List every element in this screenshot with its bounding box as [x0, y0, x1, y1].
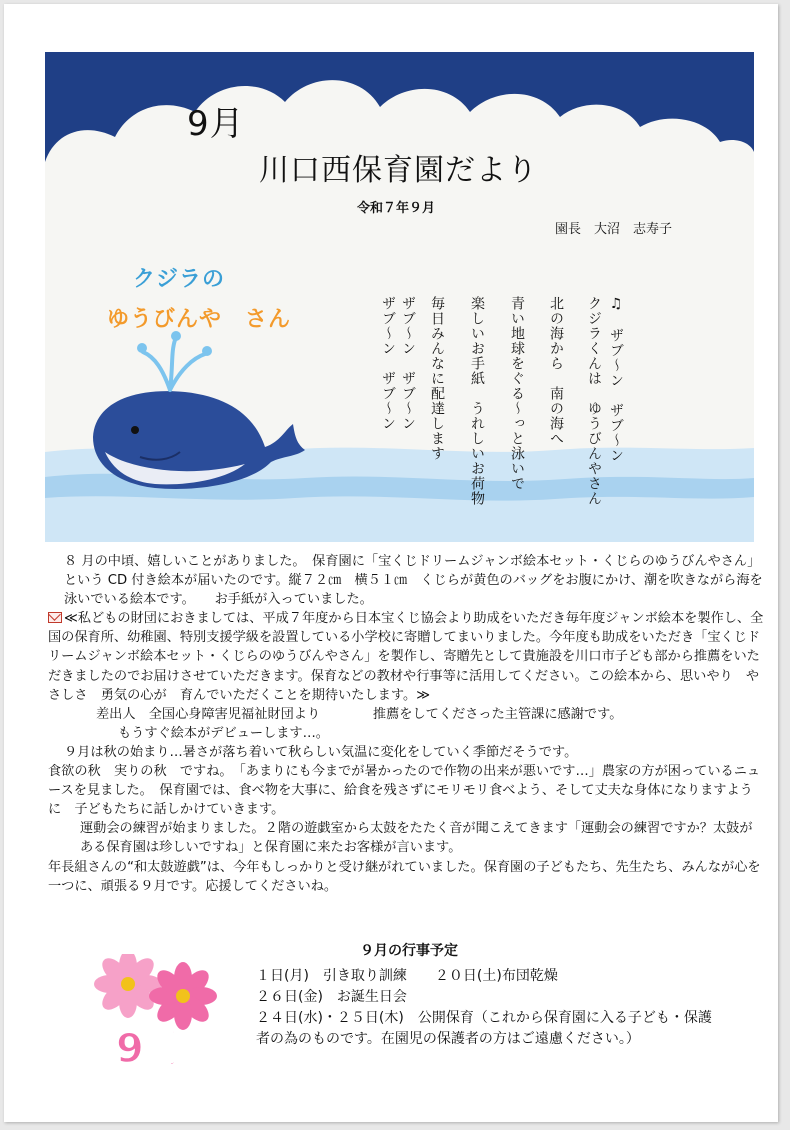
september-badge [88, 954, 238, 1074]
sender-line: 差出人 全国心身障害児福祉財団より 推薦をしてくださった主管課に感謝です。 [96, 706, 623, 722]
badge-label: 9月 [116, 1026, 184, 1072]
poem-line: ♫ ザブ～ン ザブ～ン [608, 296, 624, 463]
issue-month: 9月 [187, 104, 245, 144]
story-title-line1: クジラの [133, 267, 226, 292]
events-list [256, 966, 756, 1050]
body-paragraph: 食欲の秋 実りの秋 ですね。 「あまりにも今までが暑かったので作物の出来が悪いです…」農家の方が困っているニュースを見ました。 保育園では、食べ物を大事に、給食を残さずにモリモリ食べよう、そして丈夫な身体になりますように 子どもたちに話しかけていきます。 [48, 764, 761, 818]
poem-line: クジラくんは ゆうびんやさん [586, 296, 602, 506]
body-paragraph: もうすぐ絵本がデビューします…。 [118, 725, 329, 741]
newsletter-page [4, 4, 778, 1122]
cosmos-flower-icon [88, 954, 238, 1074]
event-line: 者の為のものです。在園児の保護者の方はご遠慮ください。） [256, 1031, 640, 1047]
events-title: ９月の行事予定 [360, 943, 458, 959]
body-paragraph: ８ 月の中頃、嬉しいことがありました。 保育園に「宝くじドリームジャンボ絵本セット・くじらのゆうびんやさん」という CD 付き絵本が届いたのです。縦７２㎝ 横５１㎝ くじらが黄色のバッグをお腹にかけ、潮を吹きながら海を泳いでいる絵本です。 お手紙が入っていました。 [64, 554, 763, 608]
event-line: ２４日(水)・２５日(木) 公開保育（これから保育園に入る子ども・保護 [256, 1010, 712, 1026]
body-paragraph: 年長組さんの“和太鼓遊戯”は、今年もしっかりと受け継がれていました。保育園の子どもたち、先生たち、みんなが心を一つに、頑張る９月です。応援してくださいね。 [48, 859, 761, 894]
event-line: １日(月) 引き取り訓練 ２０日(土)布団乾燥 [256, 968, 558, 984]
poem-line: ザブ～ン ザブ～ン [380, 296, 396, 431]
newsletter-body [48, 552, 764, 896]
poem-line: 毎日みんなに配達します [429, 296, 445, 461]
poem-line: ザブ～ン ザブ～ン [400, 296, 416, 431]
body-paragraph: ９月は秋の始まり…暑さが落ち着いて秋らしい気温に変化をしていく季節だそうです。 [64, 744, 578, 760]
body-paragraph: 運動会の練習が始まりました。２階の遊戯室から太鼓をたたく音が聞こえてきます「運動会の練習ですか？太鼓がある保育園は珍しいですね」と保育園に来たお客様が言います。 [80, 821, 753, 856]
poem-line: 北の海から 南の海へ [548, 296, 564, 446]
issue-date: 令和７年９月 [357, 201, 436, 216]
header-banner [45, 52, 754, 542]
event-line: ２６日(金) お誕生日会 [256, 989, 407, 1005]
letter-text: ≪私どもの財団におきましては、平成７年度から日本宝くじ協会より助成をいただき毎年度ジャンボ絵本を製作し、全国の保育所、幼稚園、特別支援学級を設置している小学校に寄贈してまいりました。今年度も助成をいただき「宝くじドリームジャンボ絵本セット・くじらのゆうびんやさん」を製作し、寄贈先として貴施設を川口市子ども部から推薦をいただきましたのでお届けさせていただきます。保育などの教材や行事等に活用してください。この絵本から、思いやり やさしさ 勇気の心が 育んでいただくことを期待いたします。≫ [48, 611, 764, 703]
newsletter-title: 川口西保育園だより [259, 153, 538, 188]
story-title-line2: ゆうびんや さん [107, 307, 292, 332]
letter-quote [48, 609, 764, 704]
poem-line: 楽しいお手紙 うれしいお荷物 [469, 296, 485, 506]
envelope-icon [48, 612, 62, 623]
poem-line: 青い地球をぐる～っと泳いで [509, 296, 525, 491]
principal-name: 園長 大沼 志寿子 [555, 222, 673, 237]
